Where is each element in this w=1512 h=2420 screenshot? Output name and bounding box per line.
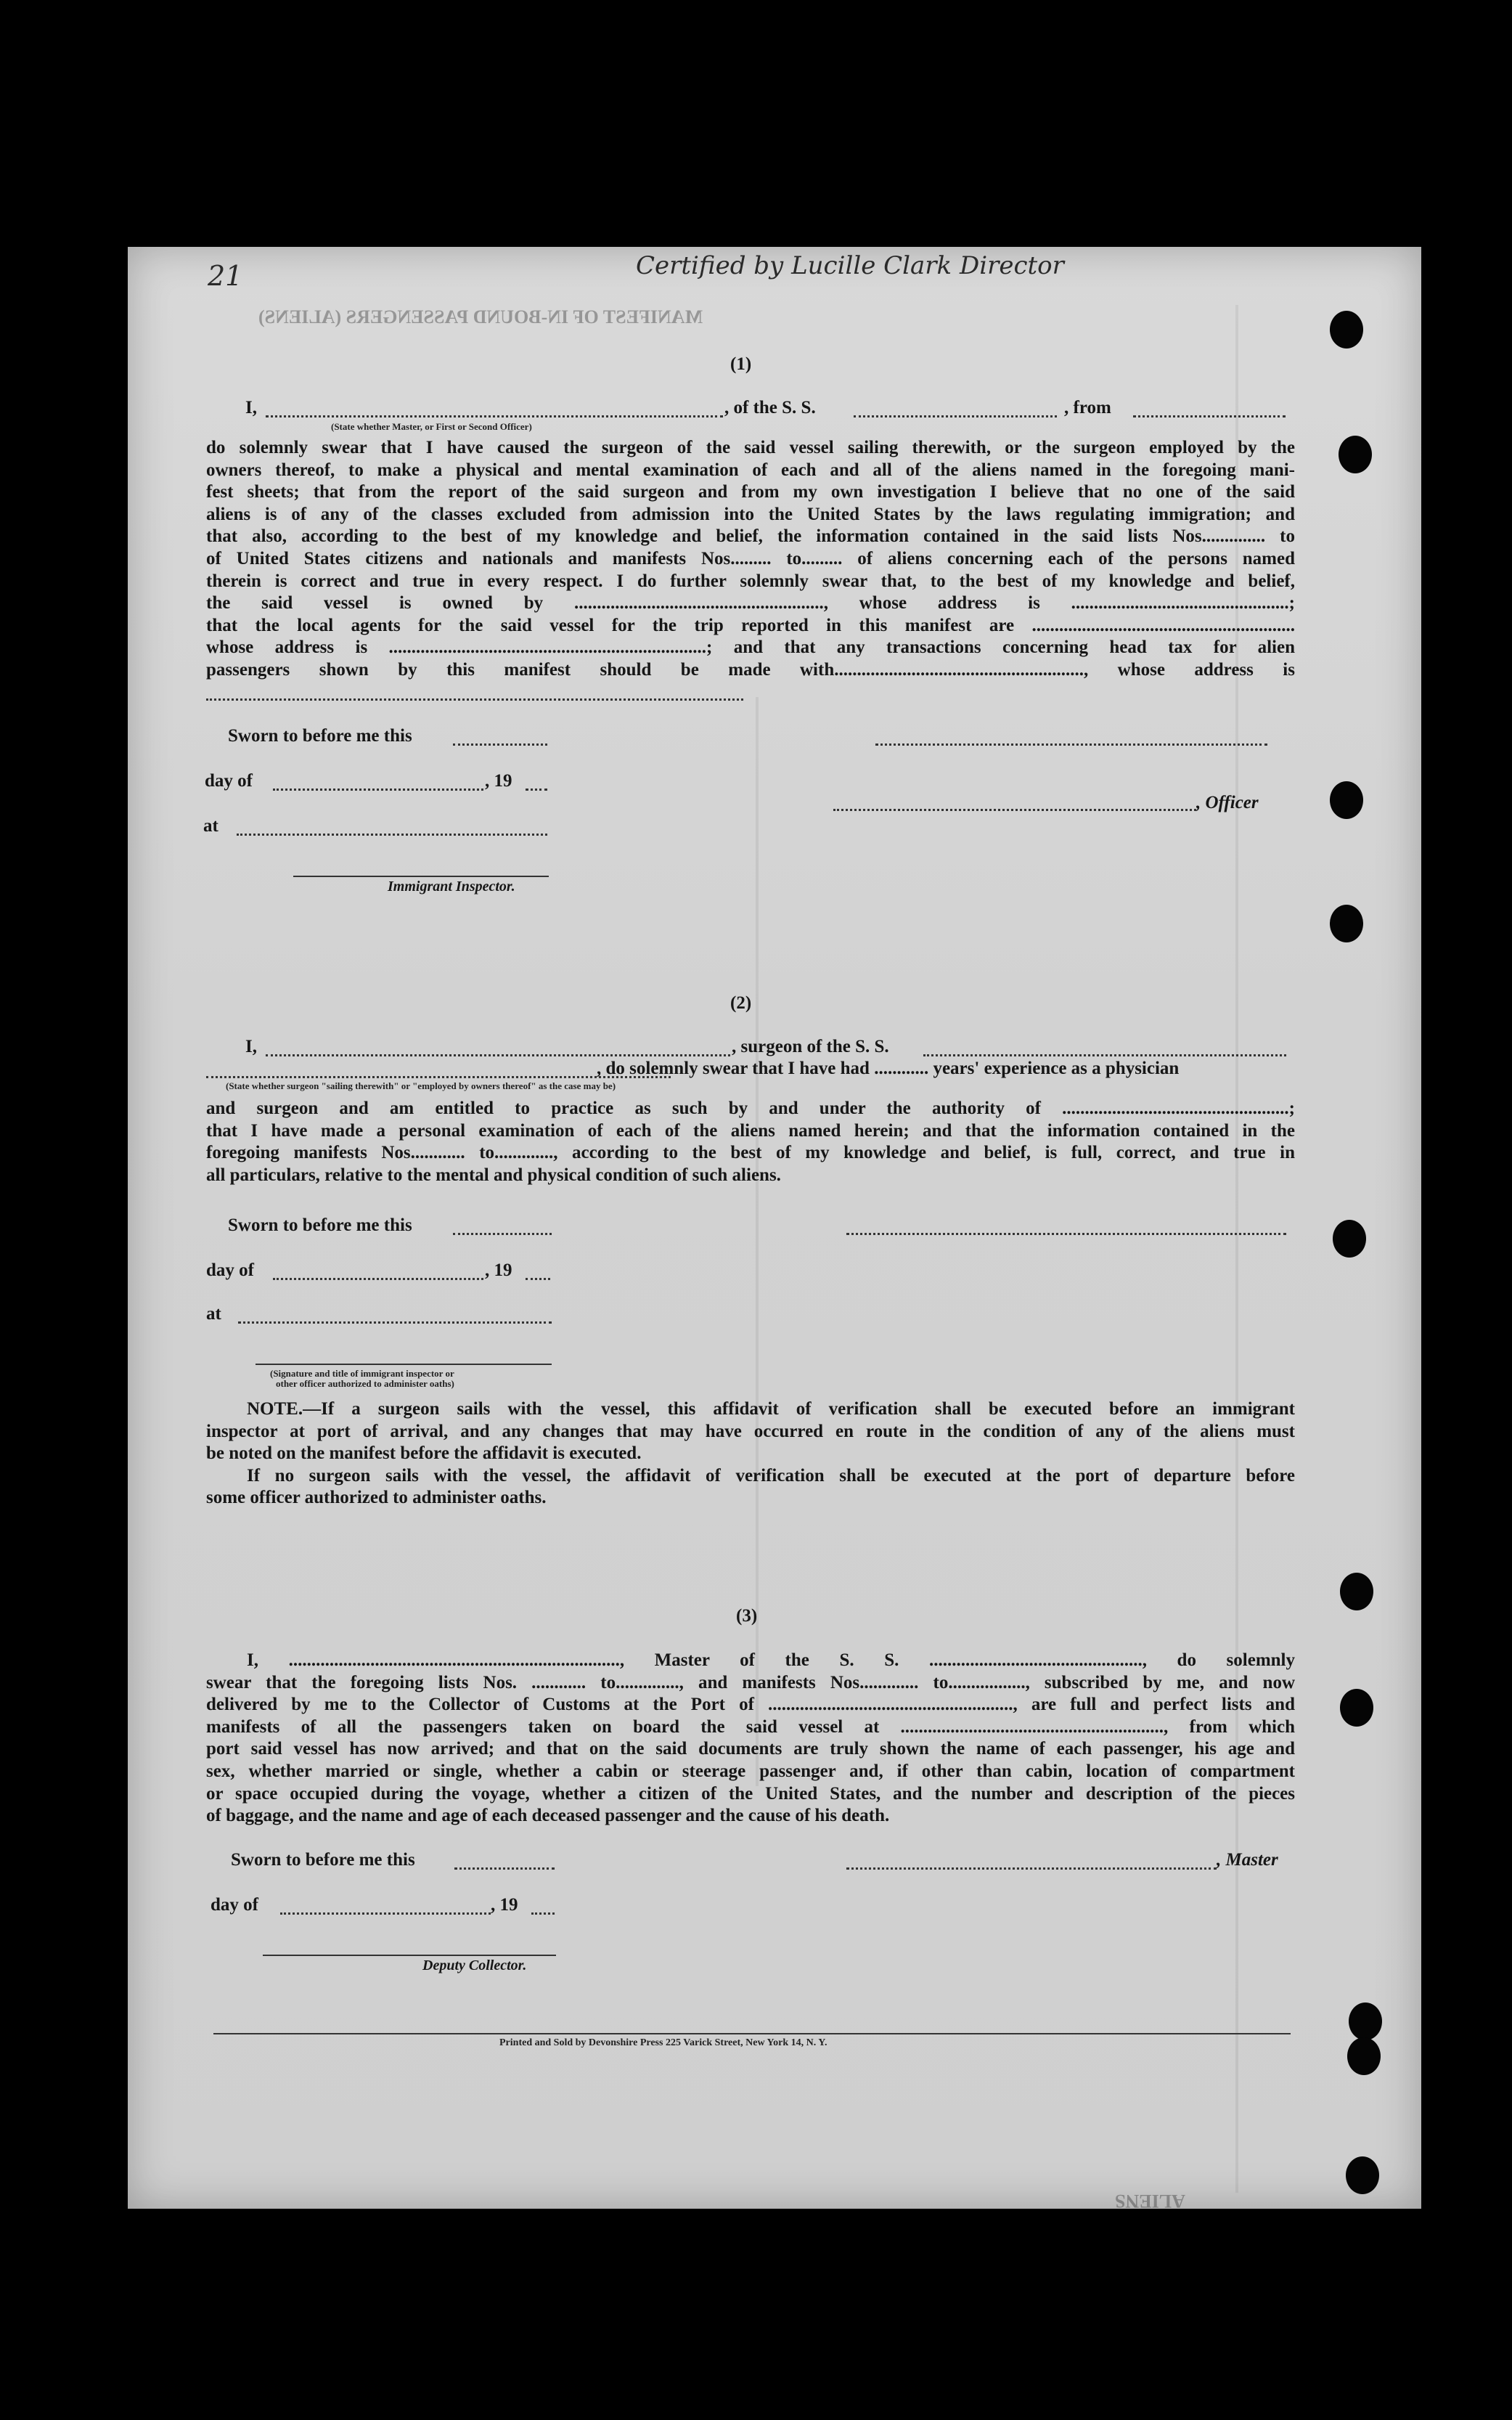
punch-hole: [1349, 2003, 1382, 2040]
section-2-number: (2): [730, 993, 752, 1013]
oath-line: the said vessel is owned by ......................................................., whose address is ................................................;: [206, 593, 1295, 614]
oath-line: that also, according to the best of my knowledge and belief, the information contained in the said lists Nos.............. to: [206, 526, 1295, 547]
oath-line: swear that the foregoing lists Nos. ............ to.............., and manifests Nos............. to................., subscribed by me, and now: [206, 1672, 1295, 1692]
day-of-label: day of: [206, 1260, 254, 1280]
day-of-field[interactable]: [273, 1278, 483, 1280]
signature-caption-1: (Signature and title of immigrant inspector or: [270, 1368, 454, 1379]
surgeon-of-ss: , surgeon of the S. S.: [732, 1037, 889, 1056]
master-signature-field[interactable]: [846, 1867, 1217, 1870]
oath-line: sex, whether married or single, whether a cabin or steerage passenger and, if other than cabin, location of compartment: [206, 1761, 1295, 1781]
section-3-number: (3): [736, 1606, 758, 1626]
master-label: , Master: [1217, 1850, 1278, 1870]
day-of-label: day of: [211, 1895, 258, 1915]
oath-line: do solemnly swear that I have caused the surgeon of the said vessel sailing therewith, or the surgeon employed by the: [206, 438, 1295, 457]
oath-line: or space occupied during the voyage, whether a citizen of the United States, and the number and description of the pieces: [206, 1783, 1295, 1804]
at-label: at: [203, 816, 218, 836]
year-label: , 19: [485, 1260, 512, 1280]
section-1-oath-text: [206, 437, 1295, 682]
oath-line: port said vessel has now arrived; and that on the said documents are truly shown the name of each passenger, his age and: [206, 1739, 1295, 1759]
officer-signature-top-field[interactable]: [875, 743, 1267, 746]
officer-label: , Officer: [1196, 793, 1259, 812]
section-1-from: , from: [1064, 398, 1111, 417]
sworn-label: Sworn to before me this: [231, 1850, 415, 1870]
section-2-oath-text: [206, 1098, 1295, 1186]
punch-hole: [1347, 2037, 1381, 2075]
punch-hole: [1330, 781, 1363, 819]
footer-rule: [213, 2033, 1291, 2034]
oath-line: owners thereof, to make a physical and mental examination of each and all of the aliens named in the foregoing mani-: [206, 460, 1295, 480]
sworn-date-field[interactable]: [453, 1233, 552, 1235]
at-place-field[interactable]: [237, 834, 547, 836]
oath-line: delivered by me to the Collector of Customs at the Port of ......................................................, are full and perfect lists and: [206, 1695, 1295, 1715]
officer-signature-field[interactable]: [833, 809, 1196, 811]
punch-hole: [1340, 1573, 1373, 1610]
punch-hole: [1340, 1689, 1373, 1727]
section-3-oath-text: [206, 1650, 1295, 1828]
vessel-field[interactable]: [854, 415, 1057, 417]
oath-line: that I have made a personal examination of each of the aliens named herein; and that the information contained in the: [206, 1120, 1295, 1141]
note-line: be noted on the manifest before the affidavit is executed.: [206, 1443, 642, 1464]
immigrant-inspector-label: Immigrant Inspector.: [388, 879, 515, 895]
sworn-label: Sworn to before me this: [228, 726, 412, 746]
note-line: some officer authorized to administer oaths.: [206, 1488, 547, 1508]
official-signature-line[interactable]: [256, 1364, 552, 1365]
oath-line: manifests of all the passengers taken on board the said vessel at .........................................................., from which: [206, 1716, 1295, 1737]
surgeon-name-field[interactable]: [266, 1054, 730, 1056]
oath-line: all particulars, relative to the mental and physical condition of such aliens.: [206, 1165, 781, 1185]
at-place-field[interactable]: [238, 1321, 552, 1324]
year-label: , 19: [491, 1895, 518, 1915]
oath-line: whose address is ......................................................................; and that any transactions concerning head tax for alien: [206, 637, 1295, 658]
oath-line: therein is correct and true in every respect. I do further solemnly swear that, to the best of my knowledge and belief,: [206, 571, 1295, 591]
punch-hole: [1339, 436, 1372, 473]
section-1-i: I,: [245, 398, 257, 417]
surgeon-vessel-field[interactable]: [923, 1054, 1286, 1056]
section-2-caption: (State whether surgeon "sailing therewith" or "employed by owners thereof" as the case may be): [226, 1080, 616, 1091]
year-field[interactable]: [526, 789, 547, 791]
oath-line: that the local agents for the said vessel for the trip reported in this manifest are ..........................................................: [206, 615, 1295, 635]
punch-hole: [1333, 1220, 1366, 1258]
oath-line: fest sheets; that from the report of the said surgeon and from my own investigation I believe that no one of the said: [206, 482, 1295, 502]
oath-line: foregoing manifests Nos............ to............., according to the best of my knowledge and belief, is full, correct, and true in: [206, 1143, 1295, 1163]
deputy-collector-label: Deputy Collector.: [422, 1957, 527, 1973]
day-of-label: day of: [205, 771, 253, 791]
oath-line: I, ........................................................................., Master of the S. S. ..............................................., do solemnly: [247, 1650, 1295, 1670]
surgeon-signature-field[interactable]: [846, 1233, 1286, 1235]
name-field[interactable]: [266, 415, 723, 417]
oath-line: of baggage, and the name and age of each deceased passenger and the cause of his death.: [206, 1806, 890, 1826]
oath-line: passengers shown by this manifest should be made with......................................................., whose address is: [206, 659, 1295, 680]
printer-credit: Printed and Sold by Devonshire Press 225 Varick Street, New York 14, N. Y.: [499, 2037, 827, 2048]
punch-hole: [1330, 905, 1363, 942]
oath-line: of United States citizens and nationals and manifests Nos......... to......... of aliens concerning each of the persons named: [206, 548, 1295, 569]
oath-line: and surgeon and am entitled to practice as such by and under the authority of ..................................................;: [206, 1099, 1295, 1118]
year-field[interactable]: [526, 1278, 550, 1280]
handwritten-page-number: 21: [208, 260, 243, 292]
note-line: inspector at port of arrival, and any changes that may have occurred en route in the condition of any of the aliens must: [206, 1421, 1295, 1441]
surgeon-note: [206, 1398, 1295, 1510]
collector-signature-line[interactable]: [263, 1955, 556, 1956]
punch-hole: [1346, 2156, 1379, 2194]
from-port-field[interactable]: [1133, 415, 1286, 417]
day-of-field[interactable]: [280, 1912, 491, 1915]
section-1-of-ss: , of the S. S.: [724, 398, 816, 417]
year-field[interactable]: [531, 1912, 555, 1915]
inspector-signature-line[interactable]: [293, 876, 549, 877]
day-of-field[interactable]: [273, 789, 483, 791]
year-label: , 19: [485, 771, 512, 791]
manifest-page: [128, 247, 1421, 2212]
note-line: NOTE.—If a surgeon sails with the vessel, this affidavit of verification shall be executed before an immigrant: [247, 1399, 1295, 1419]
section-1-number: (1): [730, 354, 752, 374]
bleed-through-header: MANIFEST OF IN-BOUND PASSENGERS (ALIENS): [258, 306, 703, 327]
address-continuation-field[interactable]: [206, 698, 743, 701]
at-label: at: [206, 1304, 221, 1324]
sworn-date-field[interactable]: [453, 743, 547, 746]
section-2-i: I,: [245, 1037, 257, 1056]
punch-hole: [1330, 311, 1363, 349]
sworn-label: Sworn to before me this: [228, 1215, 412, 1235]
section-1-caption: (State whether Master, or First or Second Officer): [331, 421, 532, 432]
oath-line: aliens is of any of the classes excluded from admission into the United States by the laws regulating immigration; and: [206, 504, 1295, 524]
handwritten-certification: Certified by Lucille Clark Director: [636, 251, 1064, 280]
surgeon-experience-line: , do solemnly swear that I have had ............ years' experience as a physician: [597, 1059, 1180, 1078]
bleed-through-footer: ALIENS: [1115, 2191, 1185, 2212]
sworn-date-field[interactable]: [454, 1867, 555, 1870]
signature-caption-2: other officer authorized to administer oaths): [276, 1378, 454, 1389]
note-line: If no surgeon sails with the vessel, the affidavit of verification shall be executed at the port of departure before: [247, 1465, 1295, 1486]
